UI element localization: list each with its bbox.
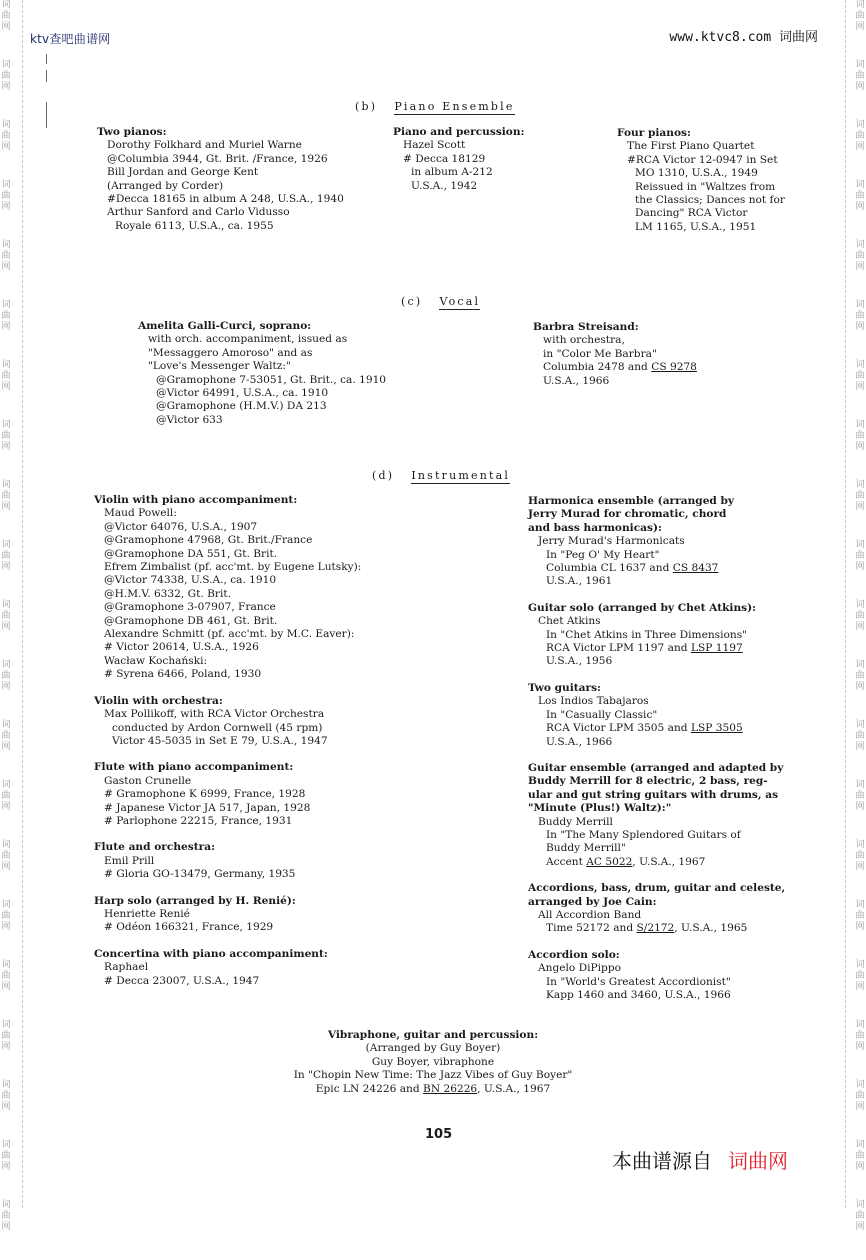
watermark-char: 词 <box>1 900 11 910</box>
watermark-char: 曲 <box>1 1091 11 1101</box>
watermark-char: 网 <box>855 982 865 992</box>
watermark-char: 网 <box>855 862 865 872</box>
watermark-char: 网 <box>1 1102 11 1112</box>
entry-line: @Gramophone DB 461, Gt. Brit. <box>104 614 278 627</box>
watermark-char: 网 <box>855 262 865 272</box>
section-d-right-column <box>528 495 785 1002</box>
entry-heading: Concertina with piano accompaniment: <box>94 947 328 960</box>
watermark-char: 网 <box>855 562 865 572</box>
entry-line: # Odéon 166321, France, 1929 <box>104 921 274 934</box>
watermark-char: 词 <box>1 120 11 130</box>
watermark-top-right: www.ktvc8.com 词曲网 <box>669 30 818 45</box>
entry-line: @Gramophone (H.M.V.) DA 213 <box>156 400 327 413</box>
entry-heading: ular and gut string guitars with drums, as <box>528 788 779 801</box>
watermark-char: 网 <box>855 502 865 512</box>
watermark-char: 曲 <box>855 251 865 261</box>
watermark-char: 词 <box>1 1020 11 1030</box>
watermark-char: 曲 <box>1 731 11 741</box>
watermark-char: 词 <box>1 540 11 550</box>
entry-line: @Gramophone 3-07907, France <box>104 601 276 614</box>
entry-heading: Harp solo (arranged by H. Renié): <box>94 894 296 907</box>
watermark-char: 词 <box>855 1020 865 1030</box>
section-d-label: (d) <box>372 469 395 482</box>
watermark-char: 词 <box>855 780 865 790</box>
watermark-char: 词 <box>855 480 865 490</box>
entry-line: U.S.A., 1966 <box>543 374 610 387</box>
watermark-char: 词 <box>1 600 11 610</box>
entry-heading: Two pianos: <box>97 126 167 138</box>
left-watermark-column <box>0 0 12 1260</box>
entry-line: @Victor 633 <box>156 413 223 426</box>
entry-line: #Decca 18165 in album A 248, U.S.A., 1940 <box>107 193 344 206</box>
watermark-char: 曲 <box>1 911 11 921</box>
watermark-char: 网 <box>855 922 865 932</box>
entry-line: #RCA Victor 12-0947 in Set <box>627 153 778 166</box>
watermark-char: 词 <box>855 120 865 130</box>
entry-heading: Accordions, bass, drum, guitar and celeste, <box>528 882 786 895</box>
entry-line: @Victor 64076, U.S.A., 1907 <box>104 520 258 533</box>
watermark-char: 曲 <box>1 1031 11 1041</box>
watermark-char: 词 <box>1 780 11 790</box>
entry-line: # Parlophone 22215, France, 1931 <box>104 814 293 827</box>
watermark-char: 网 <box>855 382 865 392</box>
watermark-char: 网 <box>855 1222 865 1232</box>
entry-heading: Buddy Merrill for 8 electric, 2 bass, reg- <box>528 775 768 788</box>
watermark-char: 词 <box>1 420 11 430</box>
watermark-char: 词 <box>855 240 865 250</box>
watermark-char: 词 <box>855 600 865 610</box>
section-d-title: Instrumental <box>411 469 511 482</box>
entry-gap <box>528 749 785 762</box>
watermark-char: 网 <box>1 562 11 572</box>
entry-line: Epic LN 24226 and BN 26226, U.S.A., 1967 <box>315 1082 551 1095</box>
margin-mark <box>46 54 47 64</box>
watermark-char: 词 <box>855 1080 865 1090</box>
watermark-char: 网 <box>855 82 865 92</box>
entry-line: Dorothy Folkhard and Muriel Warne <box>107 139 302 152</box>
watermark-char: 网 <box>855 142 865 152</box>
watermark-char: 曲 <box>1 491 11 501</box>
watermark-char: 曲 <box>855 791 865 801</box>
watermark-char: 词 <box>855 180 865 190</box>
entry-line: Raphael <box>104 961 149 974</box>
watermark-char: 网 <box>855 322 865 332</box>
entry-line: Henriette Renié <box>104 907 190 920</box>
entry-heading: Two guitars: <box>528 681 601 694</box>
entry-heading: Violin with piano accompaniment: <box>94 494 298 506</box>
entry-line: Angelo DiPippo <box>538 962 621 975</box>
section-b-col1 <box>97 126 344 233</box>
watermark-char: 词 <box>1 960 11 970</box>
watermark-char: 网 <box>1 622 11 632</box>
entry-line: RCA Victor LPM 3505 and LSP 3505 <box>546 722 743 735</box>
watermark-char: 网 <box>1 1162 11 1172</box>
entry-line: Reissued in "Waltzes from <box>635 180 776 193</box>
entry-line: Arthur Sanford and Carlo Vidusso <box>107 206 290 219</box>
entry-line: @Columbia 3944, Gt. Brit. /France, 1926 <box>107 152 328 165</box>
entry-line: U.S.A., 1961 <box>546 575 613 588</box>
watermark-char: 词 <box>855 1200 865 1210</box>
entry-line: U.S.A., 1966 <box>546 735 613 748</box>
watermark-char: 词 <box>855 720 865 730</box>
entry-line: with orch. accompaniment, issued as <box>148 333 348 346</box>
watermark-char: 曲 <box>855 311 865 321</box>
entry-heading: and bass harmonicas): <box>528 521 662 534</box>
watermark-char: 网 <box>855 802 865 812</box>
entry-line: # Decca 18129 <box>403 152 486 165</box>
entry-heading: Piano and percussion: <box>393 126 525 138</box>
watermark-char: 网 <box>855 1102 865 1112</box>
watermark-char: 网 <box>1 682 11 692</box>
section-b-title: Piano Ensemble <box>394 100 515 113</box>
entry-gap <box>94 682 361 695</box>
watermark-char: 曲 <box>1 551 11 561</box>
entry-line: Dancing" RCA Victor <box>635 207 748 220</box>
watermark-char: 词 <box>855 300 865 310</box>
entry-line: U.S.A., 1956 <box>546 655 613 668</box>
entry-heading: Guitar ensemble (arranged and adapted by <box>528 761 784 774</box>
entry-gap <box>528 869 785 882</box>
watermark-char: 网 <box>1 82 11 92</box>
entry-line: In "World's Greatest Accordionist" <box>546 975 731 988</box>
entry-line: Guy Boyer, vibraphone <box>371 1055 495 1068</box>
watermark-char: 曲 <box>1 371 11 381</box>
entry-line: Emil Prill <box>104 854 155 867</box>
entry-line: All Accordion Band <box>538 908 642 921</box>
entry-line: # Decca 23007, U.S.A., 1947 <box>104 974 260 987</box>
watermark-char: 词 <box>1 360 11 370</box>
entry-gap <box>528 589 785 602</box>
entry-gap <box>528 936 785 949</box>
entry-heading: Flute and orchestra: <box>94 841 215 854</box>
entry-heading: Jerry Murad for chromatic, chord <box>528 508 727 521</box>
watermark-char: 曲 <box>855 71 865 81</box>
watermark-char: 词 <box>855 1140 865 1150</box>
watermark-char: 词 <box>855 420 865 430</box>
entry-line: the Classics; Dances not for <box>635 194 785 207</box>
entry-line: LM 1165, U.S.A., 1951 <box>635 220 757 233</box>
watermark-char: 曲 <box>855 491 865 501</box>
entry-line: # Syrena 6466, Poland, 1930 <box>104 668 262 681</box>
entry-line: In "Chet Atkins in Three Dimensions" <box>546 628 748 641</box>
entry-line: Buddy Merrill <box>538 815 613 828</box>
watermark-char: 词 <box>855 0 865 10</box>
watermark-char: 网 <box>1 442 11 452</box>
entry-line: RCA Victor LPM 1197 and LSP 1197 <box>546 642 743 655</box>
entry-line: @Victor 74338, U.S.A., ca. 1910 <box>104 574 277 587</box>
watermark-char: 网 <box>1 802 11 812</box>
section-d-heading <box>372 469 510 482</box>
entry-line: @Gramophone 7-53051, Gt. Brit., ca. 1910 <box>156 373 387 386</box>
watermark-char: 网 <box>855 1162 865 1172</box>
entry-line: Time 52172 and S/2172, U.S.A., 1965 <box>546 922 748 935</box>
watermark-char: 网 <box>1 202 11 212</box>
watermark-char: 词 <box>1 660 11 670</box>
watermark-char: 曲 <box>855 551 865 561</box>
entry-line: Columbia CL 1637 and CS 8437 <box>546 562 719 575</box>
watermark-char: 曲 <box>855 851 865 861</box>
section-c-title: Vocal <box>439 295 481 308</box>
watermark-char: 词 <box>1 1140 11 1150</box>
entry-line: Max Pollikoff, with RCA Victor Orchestra <box>104 708 325 721</box>
margin-mark <box>46 102 47 128</box>
catalog-number-underlined: BN 26226 <box>423 1082 478 1095</box>
watermark-char: 词 <box>855 840 865 850</box>
watermark-char: 曲 <box>855 1091 865 1101</box>
watermark-char: 曲 <box>855 731 865 741</box>
entry-heading: Harmonica ensemble (arranged by <box>528 495 735 507</box>
page-number: 105 <box>425 1127 453 1142</box>
watermark-char: 词 <box>1 0 11 10</box>
watermark-char: 网 <box>855 742 865 752</box>
entry-heading: Amelita Galli-Curci, soprano: <box>138 320 312 332</box>
watermark-char: 曲 <box>1 971 11 981</box>
watermark-char: 网 <box>855 442 865 452</box>
entry-line: In "The Many Splendored Guitars of <box>546 828 741 841</box>
watermark-char: 曲 <box>1 251 11 261</box>
watermark-char: 曲 <box>855 671 865 681</box>
entry-line: # Victor 20614, U.S.A., 1926 <box>104 641 259 654</box>
watermark-char: 网 <box>855 1042 865 1052</box>
watermark-char: 词 <box>1 180 11 190</box>
catalog-number-underlined: CS 9278 <box>651 361 697 374</box>
entry-line: (Arranged by Guy Boyer) <box>365 1042 501 1055</box>
entry-line: Wacław Kochański: <box>104 654 208 667</box>
margin-mark <box>46 70 47 82</box>
entry-gap <box>528 669 785 682</box>
entry-line: # Gloria GO-13479, Germany, 1935 <box>104 868 296 881</box>
entry-line: Royale 6113, U.S.A., ca. 1955 <box>115 219 274 232</box>
entry-line: "Love's Messenger Waltz:" <box>148 360 291 373</box>
entry-line: Los Indios Tabajaros <box>538 695 649 708</box>
entry-line: @Gramophone 47968, Gt. Brit./France <box>104 534 313 547</box>
entry-heading: Guitar solo (arranged by Chet Atkins): <box>528 601 757 614</box>
watermark-char: 网 <box>855 22 865 32</box>
entry-line: with orchestra, <box>543 334 625 347</box>
watermark-char: 词 <box>855 60 865 70</box>
catalog-number-underlined: LSP 1197 <box>690 642 743 655</box>
watermark-char: 词 <box>855 960 865 970</box>
watermark-char: 网 <box>1 862 11 872</box>
watermark-char: 曲 <box>855 131 865 141</box>
entry-line: Bill Jordan and George Kent <box>107 166 259 179</box>
entry-line: Kapp 1460 and 3460, U.S.A., 1966 <box>546 989 731 1001</box>
watermark-char: 曲 <box>1 791 11 801</box>
watermark-char: 曲 <box>855 1151 865 1161</box>
entry-line: The First Piano Quartet <box>627 140 755 153</box>
catalog-number-underlined: AC 5022 <box>586 855 633 868</box>
watermark-char: 词 <box>1 480 11 490</box>
watermark-char: 网 <box>1 22 11 32</box>
entry-line: Hazel Scott <box>403 139 466 152</box>
entry-line: In "Casually Classic" <box>546 708 658 721</box>
entry-heading: arranged by Joe Cain: <box>528 895 657 908</box>
entry-line: # Japanese Victor JA 517, Japan, 1928 <box>104 801 311 814</box>
watermark-top-left: ktv查吧曲谱网 <box>30 32 111 46</box>
entry-line: Jerry Murad's Harmonicats <box>538 535 685 548</box>
watermark-char: 网 <box>1 502 11 512</box>
watermark-char: 曲 <box>1 311 11 321</box>
watermark-char: 网 <box>1 382 11 392</box>
entry-line: # Gramophone K 6999, France, 1928 <box>104 788 306 801</box>
entry-line: @H.M.V. 6332, Gt. Brit. <box>104 587 231 600</box>
watermark-char: 曲 <box>1 851 11 861</box>
watermark-char: 词 <box>855 360 865 370</box>
catalog-number-underlined: S/2172 <box>636 922 675 935</box>
entry-gap <box>94 828 361 841</box>
watermark-char: 曲 <box>855 11 865 21</box>
watermark-char: 网 <box>1 922 11 932</box>
section-b-col3 <box>617 127 785 234</box>
entry-heading: Barbra Streisand: <box>533 321 639 333</box>
entry-line: Efrem Zimbalist (pf. acc'mt. by Eugene Lutsky): <box>104 561 362 574</box>
entry-line: in "Color Me Barbra" <box>543 347 657 360</box>
watermark-char: 网 <box>1 742 11 752</box>
section-d-left-column <box>94 494 361 988</box>
entry-line: Alexandre Schmitt (pf. acc'mt. by M.C. Eaver): <box>104 628 355 641</box>
entry-gap <box>94 748 361 761</box>
watermark-char: 网 <box>1 262 11 272</box>
watermark-char: 词 <box>855 540 865 550</box>
entry-heading: "Minute (Plus!) Waltz):" <box>528 802 672 815</box>
watermark-char: 曲 <box>1 1211 11 1221</box>
section-b-col2 <box>393 126 525 193</box>
section-c-col2 <box>533 321 697 388</box>
watermark-char: 曲 <box>1 611 11 621</box>
watermark-char: 曲 <box>855 611 865 621</box>
entry-line: conducted by Ardon Cornwell (45 rpm) <box>112 721 323 734</box>
entry-line: In "Chopin New Time: The Jazz Vibes of Guy Boyer" <box>293 1069 573 1082</box>
entry-line: @Victor 64991, U.S.A., ca. 1910 <box>156 387 329 400</box>
watermark-char: 曲 <box>1 131 11 141</box>
watermark-char: 曲 <box>855 911 865 921</box>
entry-line: "Messaggero Amoroso" and as <box>148 346 313 359</box>
entry-heading: Flute with piano accompaniment: <box>94 761 294 774</box>
watermark-char: 网 <box>1 1222 11 1232</box>
watermark-char: 词 <box>1 240 11 250</box>
watermark-char: 词 <box>855 900 865 910</box>
entry-gap <box>94 882 361 895</box>
entry-line: Chet Atkins <box>538 615 601 628</box>
section-d-bottom-entry <box>233 1029 633 1096</box>
watermark-char: 网 <box>855 202 865 212</box>
watermark-char: 曲 <box>855 971 865 981</box>
watermark-char: 曲 <box>855 1031 865 1041</box>
entry-line: (Arranged by Corder) <box>107 179 224 192</box>
watermark-char: 曲 <box>1 671 11 681</box>
watermark-char: 曲 <box>1 1151 11 1161</box>
entry-line: MO 1310, U.S.A., 1949 <box>635 167 758 180</box>
entry-heading: Violin with orchestra: <box>94 694 223 707</box>
watermark-char: 词 <box>855 660 865 670</box>
entry-line: @Gramophone DA 551, Gt. Brit. <box>104 547 278 560</box>
entry-line: Maud Powell: <box>104 507 177 520</box>
section-c-col1 <box>138 320 386 427</box>
section-c-heading <box>401 295 480 308</box>
section-b-heading <box>355 100 515 113</box>
entry-line: Victor 45-5035 in Set E 79, U.S.A., 1947 <box>112 734 328 747</box>
watermark-char: 曲 <box>1 11 11 21</box>
entry-gap <box>94 935 361 948</box>
watermark-char: 网 <box>1 982 11 992</box>
entry-line: In "Peg O' My Heart" <box>546 548 660 561</box>
entry-line: Columbia 2478 and CS 9278 <box>543 361 697 374</box>
watermark-char: 词 <box>1 300 11 310</box>
entry-line: Buddy Merrill" <box>546 842 626 855</box>
watermark-char: 曲 <box>855 371 865 381</box>
watermark-char: 词 <box>1 1080 11 1090</box>
entry-line: U.S.A., 1942 <box>411 179 478 192</box>
watermark-char: 曲 <box>1 431 11 441</box>
watermark-char: 曲 <box>855 1211 865 1221</box>
catalog-number-underlined: LSP 3505 <box>690 722 743 735</box>
watermark-char: 词 <box>1 840 11 850</box>
watermark-char: 网 <box>1 142 11 152</box>
entry-heading: Vibraphone, guitar and percussion: <box>327 1029 539 1041</box>
watermark-source-text: 本曲谱源自 <box>612 1149 712 1173</box>
watermark-char: 网 <box>855 622 865 632</box>
watermark-char: 网 <box>1 322 11 332</box>
entry-heading: Accordion solo: <box>528 948 620 961</box>
section-b-label: (b) <box>355 100 378 113</box>
section-c-label: (c) <box>401 295 423 308</box>
watermark-char: 网 <box>1 1042 11 1052</box>
entry-line: Accent AC 5022, U.S.A., 1967 <box>546 855 706 868</box>
watermark-bottom-right <box>612 1145 788 1174</box>
watermark-site-name: 词曲网 <box>728 1149 788 1173</box>
watermark-char: 词 <box>1 1200 11 1210</box>
entry-heading: Four pianos: <box>617 127 691 139</box>
entry-line: Gaston Crunelle <box>104 774 192 787</box>
watermark-char: 词 <box>1 720 11 730</box>
watermark-char: 曲 <box>1 191 11 201</box>
entry-line: in album A-212 <box>411 166 493 179</box>
watermark-char: 网 <box>855 682 865 692</box>
watermark-char: 曲 <box>1 71 11 81</box>
watermark-char: 曲 <box>855 191 865 201</box>
catalog-number-underlined: CS 8437 <box>672 562 719 575</box>
watermark-char: 曲 <box>855 431 865 441</box>
watermark-char: 词 <box>1 60 11 70</box>
right-watermark-column <box>854 0 866 1260</box>
